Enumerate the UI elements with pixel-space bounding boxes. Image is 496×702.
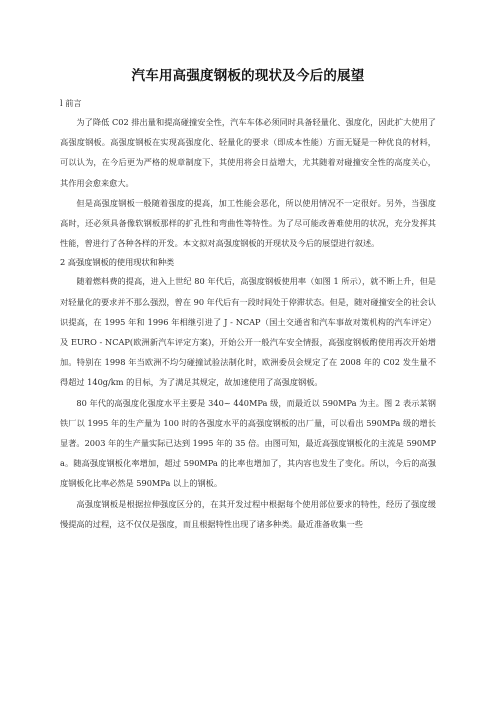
- paragraph: 80 年代的高强度化强度水平主要是 340~ 440MPa 级，而最近以 590MPa 为主。图 2 表示某钢铁厂以 1995 年的生产量为 100 时的各强度水平的高强度钢板的出厂量，可以看出 590MPa 级的增长显著。2003 年的生产量实际已达到 1995 年的 35 倍。由图可知，最近高强度钢板化的主流是 590MPa。随高强度钢板化率增加，超过 590MPa 的比率也增加了，其内容也发生了变化。所以，今后的高强度钢板化比率必然是 590MPa 以上的钢板。: [60, 397, 436, 489]
- paragraph: 为了降低 C02 排出量和提高碰撞安全性，汽车车体必须同时具备轻量化、强度化，因此扩大使用了高强度钢板。高强度钢板在实现高强度化、轻量化的要求（即成本性能）方面无疑是一种优良的材料，可以认为，在今后更为严格的规章制度下，其使用将会日益增大，尤其随着对碰撞安全性的高度关心，其作用会愈来愈大。: [60, 117, 436, 188]
- section-introduction: [60, 96, 436, 253]
- document-body: [60, 94, 436, 534]
- document-title: 汽车用高强度钢板的现状及今后的展望: [131, 68, 365, 84]
- paragraph: 随着燃料费的提高，进入上世纪 80 年代后，高强度钢板使用率（如图 1 所示），就不断上升，但是对轻量化的要求并不那么强烈，曾在 90 年代后有一段时间处于停滞状态。但是，随对碰撞安全的社会认识提高，在 1995 年和 1996 年相继引进了 J - NCAP（国土交通省和汽车事故对策机构的汽车评定）及 EURO - NCAP(欧洲新汽车评定方案)，开始公开一般汽车安全情报，高强度钢板酌使用再次开始增加。特别在 1998 年当欧洲不均匀碰撞试验法制化时，欧洲委员会规定了在 2008 年的 C02 发生量不得超过 140g/km 的目标，为了满足其规定，故加速使用了高强度钢板。: [60, 276, 436, 388]
- paragraph: 但是高强度钢板一般随着强度的提高，加工性能会恶化，所以使用情况不一定很好。另外，当强度高时，还必须具备像软钢板那样的扩孔性和弯曲性等特性。为了尽可能改善难使用的状况，充分发挥其性能，曾进行了各种各样的开发。本文拟对高强度钢板的开现状及今后的展望进行叙述。: [60, 197, 436, 249]
- section-usage-status: [60, 255, 436, 534]
- paragraph: 高强度钢板是根据拉伸强度区分的，在其开发过程中根据每个使用部位要求的特性，经历了强度缓慢提高的过程，这不仅仅是强度，而且根据特性出现了诸多种类。最近准备收集一些: [60, 498, 436, 529]
- section-heading: 2 高强度钢板的使用现状和种类: [60, 257, 175, 268]
- section-heading: l 前言: [60, 98, 82, 108]
